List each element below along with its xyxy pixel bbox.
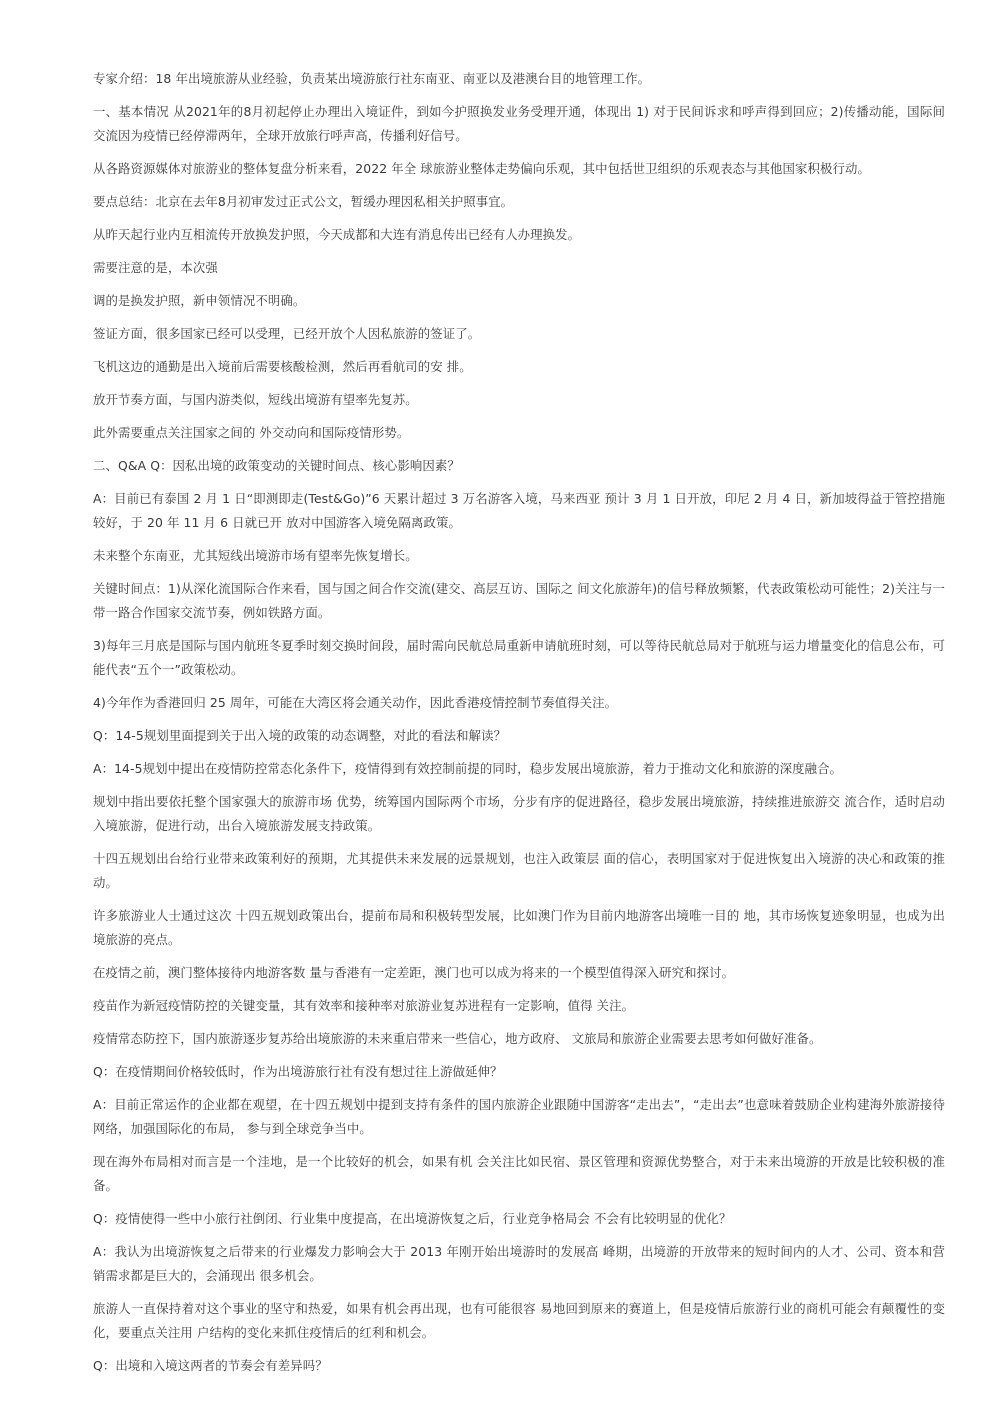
paragraph: 现在海外布局相对而言是一个洼地，是一个比较好的机会，如果有机 会关注比如民宿、景区管理和资源优势整合，对于未来出境游的开放是比较积极的准备。 [93,1154,945,1193]
question-paragraph: Q：出境和入境这两者的节奏会有差异吗？ [93,1358,328,1373]
paragraph: 签证方面，很多国家已经可以受理，已经开放个人因私旅游的签证了。 [93,326,481,341]
answer-paragraph: A：14-5规划中提出在疫情防控常态化条件下，疫情得到有效控制前提的同时，稳步发展出境旅游，着力于推动文化和旅游的深度融合。 [93,761,843,776]
paragraph: 许多旅游业人士通过这次 十四五规划政策出台，提前布局和积极转型发展，比如澳门作为目前内地游客出境唯一目的 地，其市场恢复迹象明显，也成为出境旅游的亮点。 [93,908,945,947]
answer-paragraph: A：目前正常运作的企业都在观望，在十四五规划中提到支持有条件的国内旅游企业跟随中国游客“走出去”，“走出去”也意味着鼓励企业构建海外旅游接待网络，加强国际化的布局， 参与到全球竞争当中。 [93,1097,945,1136]
answer-paragraph: A：目前已有泰国 2 月 1 日“即测即走(Test&Go)”6 天累计超过 3 万名游客入境，马来西亚 预计 3 月 1 日开放，印尼 2 月 4 日，新加坡得益于管控措施较好，于 20 年 11 月 6 日就已开 放对中国游客入境免隔离政策。 [93,491,945,530]
answer-paragraph: A：我认为出境游恢复之后带来的行业爆发力影响会大于 2013 年刚开始出境游时的发展高 峰期，出境游的开放带来的短时间内的人才、公司、资本和营销需求都是巨大的，会涌现出 很多机会。 [93,1244,945,1283]
paragraph: 需要注意的是，本次强 [93,260,218,275]
paragraph: 放开节奏方面，与国内游类似，短线出境游有望率先复苏。 [93,392,418,407]
paragraph: 从各路资源媒体对旅游业的整体复盘分析来看，2022 年全 球旅游业整体走势偏向乐观，其中包括世卫组织的乐观表态与其他国家积极行动。 [93,161,870,176]
paragraph: 旅游人一直保持着对这个事业的坚守和热爱，如果有机会再出现，也有可能很容 易地回到原来的赛道上，但是疫情后旅游行业的商机可能会有颠覆性的变化，要重点关注用 户结构的变化来抓住疫情后的红利和机会。 [93,1301,945,1340]
paragraph: 在疫情之前，澳门整体接待内地游客数 量与香港有一定差距，澳门也可以成为将来的一个模型值得深入研究和探讨。 [93,965,735,980]
paragraph: 十四五规划出台给行业带来政策利好的预期，尤其提供未来发展的远景规划，也注入政策层 面的信心，表明国家对于促进恢复出入境游的决心和政策的推动。 [93,851,945,890]
paragraph: 飞机这边的通勤是出入境前后需要核酸检测，然后再看航司的安 排。 [93,359,472,374]
expert-intro: 专家介绍：18 年出境旅游从业经验，负责某出境游旅行社东南亚、南亚以及港澳台目的地管理工作。 [93,71,651,86]
question-paragraph: Q：在疫情期间价格较低时，作为出境游旅行社有没有想过往上游做延伸？ [93,1064,503,1079]
document-body [93,67,945,1387]
paragraph: 3)每年三月底是国际与国内航班冬夏季时刻交换时间段，届时需向民航总局重新申请航班时刻，可以等待民航总局对于航班与运力增量变化的信息公布，可能代表“五个一”政策松动。 [93,638,945,677]
paragraph: 疫苗作为新冠疫情防控的关键变量，其有效率和接种率对旅游业复苏进程有一定影响，值得 关注。 [93,998,635,1013]
question-paragraph: Q：疫情使得一些中小旅行社倒闭、行业集中度提高，在出境游恢复之后，行业竞争格局会 不会有比较明显的优化？ [93,1211,732,1226]
question-paragraph: Q：14-5规划里面提到关于出入境的政策的动态调整，对此的看法和解读？ [93,728,507,743]
key-points-summary: 要点总结：北京在去年8月初审发过正式公文，暂缓办理因私相关护照事宜。 [93,194,514,209]
paragraph: 关键时间点：1)从深化流国际合作来看，国与国之间合作交流(建交、高层互访、国际之 间文化旅游年)的信号释放频繁，代表政策松动可能性；2)关注与一带一路合作国家交流节奏，例如铁路方面。 [93,581,945,620]
paragraph: 规划中指出要依托整个国家强大的旅游市场 优势，统筹国内国际两个市场，分步有序的促进路径，稳步发展出境旅游，持续推进旅游交 流合作，适时启动入境旅游，促进行动，出台入境旅游发展支持政策。 [93,794,945,833]
paragraph: 此外需要重点关注国家之间的 外交动向和国际疫情形势。 [93,425,410,440]
section-qa-question: 二、Q&A Q：因私出境的政策变动的关键时间点、核心影响因素？ [93,458,460,473]
paragraph: 疫情常态防控下，国内旅游逐步复苏给出境旅游的未来重启带来一些信心，地方政府、 文旅局和旅游企业需要去思考如何做好准备。 [93,1031,822,1046]
paragraph: 从昨天起行业内互相流传开放换发护照，今天成都和大连有消息传出已经有人办理换发。 [93,227,581,242]
section-basic-situation: 一、基本情况 从2021年的8月初起停止办理出入境证件，到如今护照换发业务受理开通，体现出 1) 对于民间诉求和呼声得到回应；2)传播动能，国际间交流因为疫情已经停滞两年，全球开放旅行呼声高，传播利好信号。 [93,104,945,143]
paragraph: 调的是换发护照，新申领情况不明确。 [93,293,306,308]
paragraph: 4)今年作为香港回归 25 周年，可能在大湾区将会通关动作，因此香港疫情控制节奏值得关注。 [93,695,618,710]
paragraph: 未来整个东南亚，尤其短线出境游市场有望率先恢复增长。 [93,548,418,563]
